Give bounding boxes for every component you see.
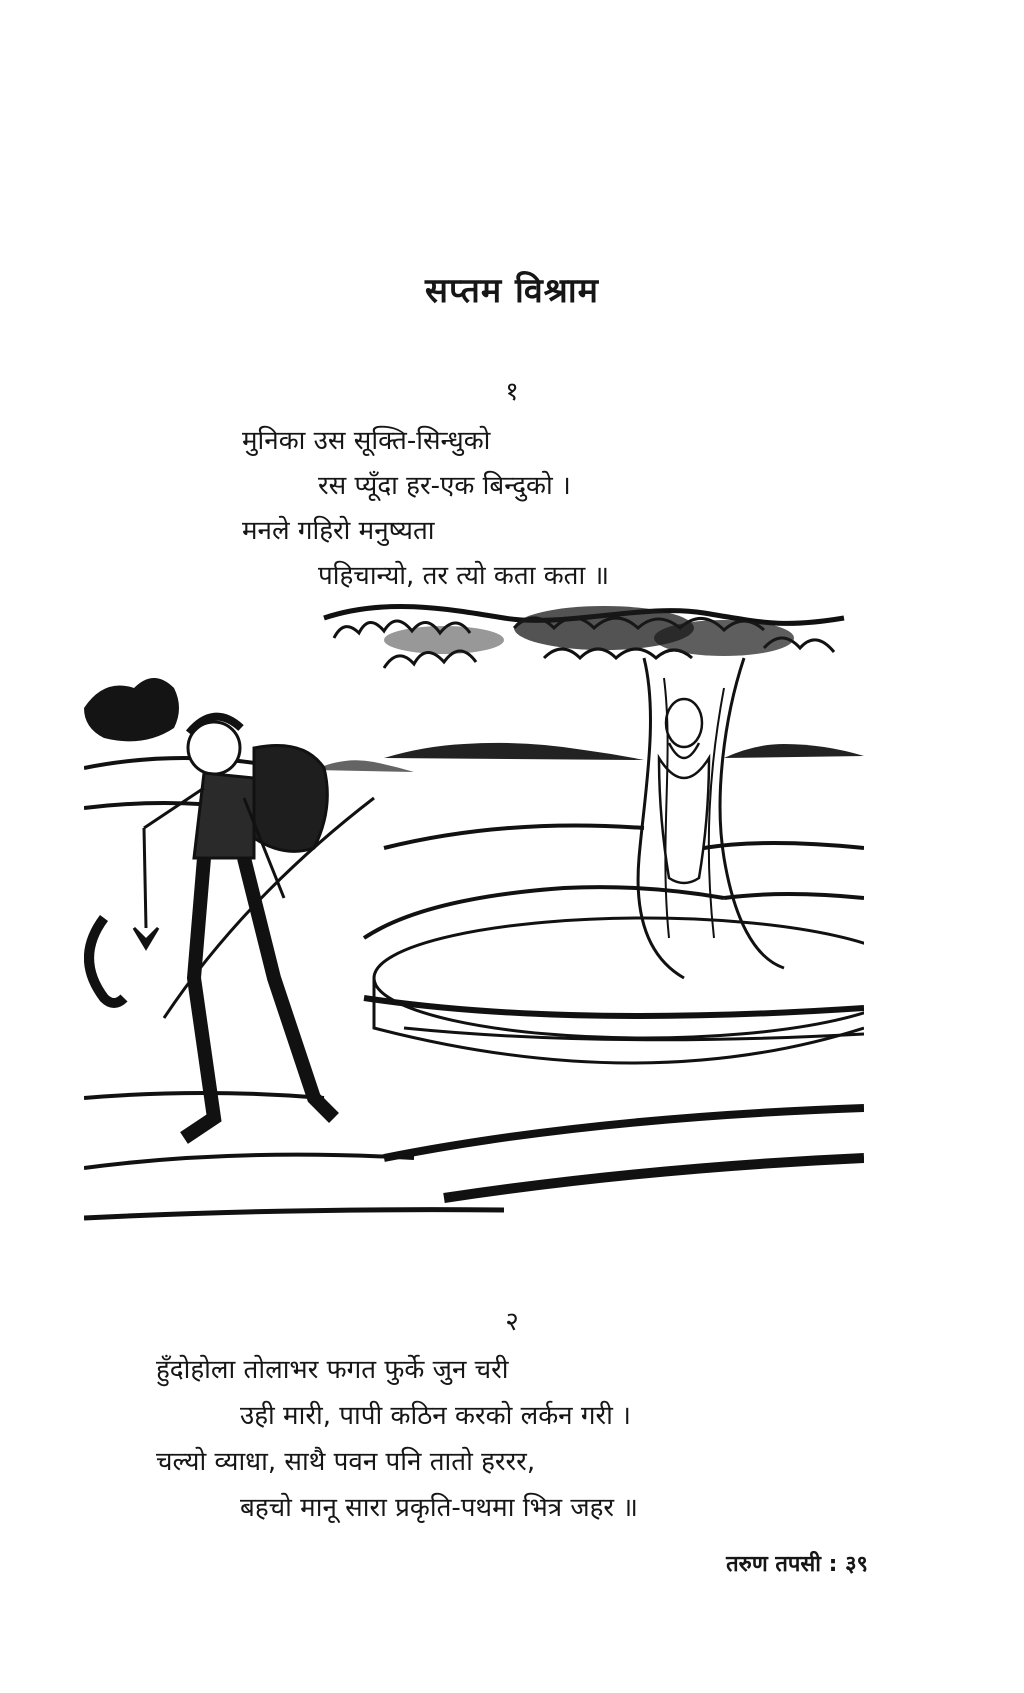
verse-line-1-3: मनले गहिरो मनुष्यता xyxy=(242,516,435,546)
tree-trunk xyxy=(638,658,784,978)
stanza-number-2: २ xyxy=(505,1307,519,1337)
stanza-number-1: १ xyxy=(505,377,519,407)
tree-canopy-fill xyxy=(384,606,794,656)
chapter-title: सप्तम विश्राम xyxy=(425,271,599,311)
hunter-figure xyxy=(134,717,374,1138)
verse-line-2-3: चल्यो व्याधा, साथै पवन पनि तातो हररर, xyxy=(156,1447,536,1477)
verse-line-2-1: हुँदोहोला तोलाभर फगत फुर्के जुन चरी xyxy=(156,1355,509,1385)
curved-stone xyxy=(89,918,124,1003)
left-bush xyxy=(84,678,179,741)
tree-platform xyxy=(374,918,864,1063)
distant-hills xyxy=(314,743,864,772)
verse-line-1-1: मुनिका उस सूक्ति-सिन्धुको xyxy=(242,426,491,456)
verse-line-1-2: रस प्यूँदा हर-एक बिन्दुको । xyxy=(318,471,571,501)
verse-line-1-4: पहिचान्यो, तर त्यो कता कता ॥ xyxy=(318,561,610,591)
verse-line-2-2: उही मारी, पापी कठिन करको लर्कन गरी । xyxy=(240,1401,631,1431)
verse-line-2-4: बहचो मानू सारा प्रकृति-पथमा भित्र जहर ॥ xyxy=(240,1493,638,1523)
page-footer: तरुण तपसी : ३९ xyxy=(726,1552,868,1577)
illustration-hunter-and-sage xyxy=(84,598,864,1238)
